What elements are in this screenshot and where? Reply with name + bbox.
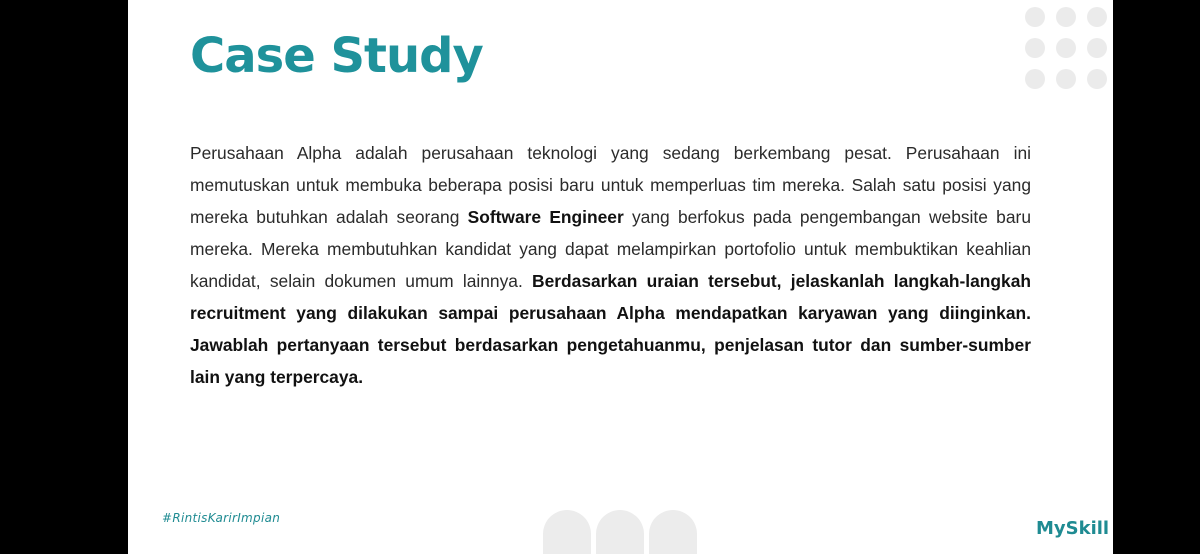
question-highlight: Berdasarkan uraian tersebut, jelaskanlah langkah-langkah recruitment yang dilakukan sampai perusahaan Alpha mendapatkan karyawan yang diinginkan. Jawablah pertanyaan tersebut berdasarkan pengetahuanmu, penjelasan tutor dan sumber-sumber lain yang terpercaya. — [190, 271, 1031, 387]
dot-grid-decoration — [1025, 7, 1111, 89]
slide-title: Case Study — [190, 28, 483, 84]
decorative-dot — [1087, 7, 1107, 27]
arch-decoration — [543, 510, 697, 554]
decorative-arch — [596, 510, 644, 554]
decorative-dot — [1025, 38, 1045, 58]
decorative-dot — [1025, 7, 1045, 27]
decorative-dot — [1056, 7, 1076, 27]
decorative-dot — [1087, 69, 1107, 89]
role-highlight: Software Engineer — [467, 207, 624, 227]
paragraph-text-middle: yang berfokus pada pengembangan website baru mereka. Mereka membutuhkan kandidat yang dapat melampirkan portofolio untuk membuktikan keahlian kandidat, selain dokumen umum lainnya. — [190, 207, 1031, 291]
decorative-dot — [1056, 38, 1076, 58]
myskill-logo: MySkill — [1036, 518, 1110, 539]
decorative-arch — [649, 510, 697, 554]
decorative-dot — [1087, 38, 1107, 58]
hashtag-tagline: #RintisKarirImpian — [162, 511, 281, 525]
paragraph-text-intro: Perusahaan Alpha adalah perusahaan teknologi yang sedang berkembang pesat. Perusahaan ini memutuskan untuk membuka beberapa posisi baru untuk memperluas tim mereka. Salah satu posisi yang mereka butuhkan adalah seorang — [190, 143, 1031, 227]
decorative-dot — [1025, 69, 1045, 89]
decorative-arch — [543, 510, 591, 554]
presentation-slide — [128, 0, 1113, 554]
case-study-paragraph — [190, 137, 1031, 393]
decorative-dot — [1056, 69, 1076, 89]
